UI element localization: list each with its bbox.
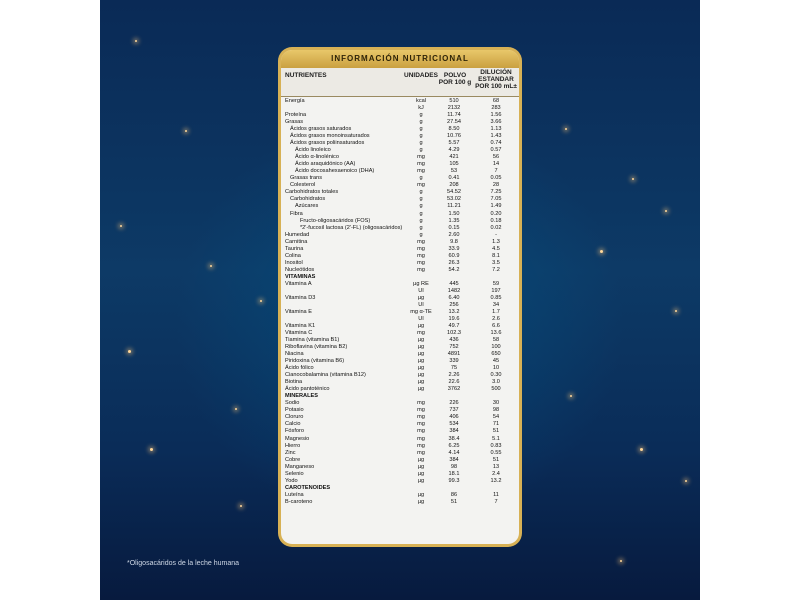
cell-dilucion: 1.43 xyxy=(490,133,502,140)
table-row xyxy=(281,407,519,414)
cell-unit: mg xyxy=(417,449,425,456)
cell-nutrient: Vitamina K1 xyxy=(285,323,316,329)
cell-dilucion: 56 xyxy=(492,154,500,161)
cell-polvo: 2132 xyxy=(447,105,461,112)
cell-polvo: 1.50 xyxy=(448,210,460,217)
cell-unit: mg xyxy=(417,168,425,175)
cell-unit: mg xyxy=(417,259,425,266)
cell-unit: mg xyxy=(417,245,425,252)
cell-dilucion: 13.2 xyxy=(490,477,502,484)
cell-nutrient: Ácido araquidónico (AA) xyxy=(295,161,356,168)
table-row xyxy=(281,182,519,189)
table-row xyxy=(281,112,519,119)
table-row xyxy=(281,436,519,443)
sparkle-dot xyxy=(210,265,212,267)
cell-polvo: 5.57 xyxy=(448,140,460,147)
cell-polvo: 0.41 xyxy=(448,175,460,182)
cell-polvo: 6.25 xyxy=(448,442,460,449)
cell-unit: mg xyxy=(417,435,425,442)
cell-nutrient: Ácidos grasos poliinsaturados xyxy=(290,140,365,147)
cell-unit: kJ xyxy=(418,105,424,112)
cell-unit: µg xyxy=(417,358,425,365)
cell-dilucion: 13.6 xyxy=(490,330,502,337)
cell-unit: mg xyxy=(417,330,425,337)
cell-dilucion: 6.6 xyxy=(492,323,500,329)
cell-dilucion: 28 xyxy=(492,182,500,189)
cell-polvo: 436 xyxy=(449,337,459,344)
cell-dilucion: 0.74 xyxy=(490,140,502,147)
cell-nutrient: Ácido fólico xyxy=(285,365,314,372)
cell-polvo: 53 xyxy=(450,168,458,175)
cell-unit: µg xyxy=(417,323,425,329)
cell-nutrient: Calcio xyxy=(285,421,301,428)
cell-nutrient: Hierro xyxy=(285,442,301,449)
cell-nutrient: Ácido docosahexaenoico (DHA) xyxy=(295,168,375,175)
cell-dilucion: 7.2 xyxy=(492,266,500,273)
cell-unit: g xyxy=(419,140,423,147)
cell-unit: µg xyxy=(417,351,425,358)
cell-unit: µg xyxy=(417,456,425,463)
cell-polvo: 208 xyxy=(449,182,459,189)
cell-dilucion: 30 xyxy=(492,400,500,407)
cell-dilucion: 8.1 xyxy=(492,252,500,259)
table-row xyxy=(281,478,519,485)
cell-dilucion: 7.25 xyxy=(490,189,502,196)
cell-polvo: 384 xyxy=(449,428,459,435)
sparkle-dot xyxy=(675,310,677,312)
cell-nutrient: *2'-fucosil lactosa (2'-FL) (oligosacáridos) xyxy=(300,224,403,231)
cell-unit: µg xyxy=(417,477,425,484)
cell-polvo: 6.40 xyxy=(448,294,460,301)
cell-dilucion: 51 xyxy=(492,456,500,463)
cell-unit: g xyxy=(419,224,423,231)
cell-polvo: 38.4 xyxy=(448,435,460,442)
cell-unit: g xyxy=(419,126,423,133)
table-row xyxy=(281,288,519,295)
cell-polvo: 256 xyxy=(449,301,459,308)
table-row xyxy=(281,344,519,351)
table-row xyxy=(281,302,519,309)
cell-nutrient: Riboflavina (vitamina B2) xyxy=(285,344,348,351)
cell-unit: g xyxy=(419,112,423,119)
cell-unit: g xyxy=(419,203,423,210)
sparkle-dot xyxy=(570,395,572,397)
cell-unit: mg xyxy=(417,421,425,428)
cell-polvo: 510 xyxy=(449,98,459,104)
cell-nutrient: Humedad xyxy=(285,231,310,238)
table-row xyxy=(281,175,519,182)
table-row xyxy=(281,337,519,344)
table-row xyxy=(281,330,519,337)
table-body xyxy=(281,97,519,506)
cell-polvo: 2.60 xyxy=(448,231,460,238)
cell-dilucion: 500 xyxy=(491,386,501,393)
cell-nutrient: Ácido pantoténico xyxy=(285,386,330,393)
cell-polvo: 339 xyxy=(449,358,459,365)
cell-dilucion: 1.56 xyxy=(490,112,502,119)
cell-dilucion: 59 xyxy=(492,280,500,287)
cell-unit: mg xyxy=(417,154,425,161)
cell-dilucion: 0.18 xyxy=(490,217,502,224)
cell-polvo: 18.1 xyxy=(448,470,460,477)
table-row xyxy=(281,203,519,210)
cell-nutrient: Tiamina (vitamina B1) xyxy=(285,337,340,344)
cell-polvo: 98 xyxy=(450,463,458,470)
footnote: *Oligosacáridos de la leche humana xyxy=(127,560,240,567)
table-row xyxy=(281,428,519,435)
table-row xyxy=(281,168,519,175)
cell-unit: µg xyxy=(417,379,425,386)
table-row xyxy=(281,253,519,260)
cell-dilucion: 0.05 xyxy=(490,175,502,182)
cell-nutrient: Energía xyxy=(285,98,305,104)
cell-polvo: 4.29 xyxy=(448,147,460,154)
cell-dilucion: 98 xyxy=(492,407,500,414)
table-row xyxy=(281,365,519,372)
table-row xyxy=(281,260,519,267)
cell-nutrient: Niacina xyxy=(285,351,304,358)
cell-nutrient: Luteína xyxy=(285,491,304,498)
cell-nutrient: Ácido linoleico xyxy=(295,147,331,154)
cell-nutrient: Yodo xyxy=(285,477,298,484)
cell-unit: mg xyxy=(417,161,425,168)
starry-background-panel xyxy=(100,0,700,600)
cell-nutrient: Fibra xyxy=(290,210,303,217)
cell-unit: µg xyxy=(417,344,425,351)
section-heading xyxy=(281,485,519,492)
sparkle-dot xyxy=(665,210,667,212)
cell-dilucion: 1.7 xyxy=(492,308,500,315)
cell-polvo: 22.6 xyxy=(448,379,460,386)
cell-polvo: 13.2 xyxy=(448,308,460,315)
cell-nutrient: Grasas trans xyxy=(290,175,323,182)
cell-dilucion: 51 xyxy=(492,428,500,435)
cell-dilucion: 11 xyxy=(493,491,499,498)
cell-nutrient: Cianocobalamina (vitamina B12) xyxy=(285,372,366,379)
table-row xyxy=(281,246,519,253)
cell-polvo: 384 xyxy=(449,456,459,463)
cell-unit: µg xyxy=(417,491,425,498)
cell-unit: mg xyxy=(417,400,425,407)
cell-polvo: 105 xyxy=(449,161,459,168)
cell-polvo: 4.14 xyxy=(448,449,460,456)
cell-unit: µg xyxy=(417,463,425,470)
cell-polvo: 1.35 xyxy=(448,217,460,224)
cell-nutrient: Proteína xyxy=(285,112,307,119)
cell-unit: mg xyxy=(417,266,425,273)
cell-dilucion: 5.1 xyxy=(492,435,500,442)
cell-dilucion: 283 xyxy=(491,105,501,112)
cell-polvo: 51 xyxy=(450,498,458,505)
cell-unit: g xyxy=(419,231,423,238)
cell-dilucion: 0.55 xyxy=(490,449,502,456)
cell-polvo: 54.52 xyxy=(447,189,461,196)
table-row xyxy=(281,499,519,506)
table-row xyxy=(281,421,519,428)
table-row xyxy=(281,189,519,196)
cell-dilucion: 650 xyxy=(491,351,501,358)
cell-polvo: 534 xyxy=(449,421,459,428)
nutrition-facts-card xyxy=(278,47,522,547)
cell-dilucion: 0.83 xyxy=(490,442,502,449)
cell-nutrient: Colina xyxy=(285,252,301,259)
cell-unit: UI xyxy=(418,315,424,322)
table-row xyxy=(281,218,519,225)
cell-polvo: 75 xyxy=(450,365,458,372)
cell-dilucion: 197 xyxy=(491,287,501,294)
table-row xyxy=(281,225,519,232)
cell-nutrient: Sodio xyxy=(285,400,300,407)
table-row xyxy=(281,464,519,471)
cell-polvo: 406 xyxy=(449,414,459,421)
cell-dilucion: 3.5 xyxy=(492,259,500,266)
cell-nutrient: Zinc xyxy=(285,449,296,456)
cell-polvo: 0.15 xyxy=(448,224,460,231)
cell-nutrient: Manganeso xyxy=(285,463,315,470)
cell-polvo: 33.9 xyxy=(448,245,460,252)
cell-dilucion: 54 xyxy=(492,414,500,421)
cell-polvo: 53.02 xyxy=(447,196,461,203)
cell-unit: µg xyxy=(417,372,425,379)
cell-polvo: 99.3 xyxy=(448,477,460,484)
cell-nutrient: Colesterol xyxy=(290,182,316,189)
nutrition-facts-table xyxy=(281,50,519,544)
cell-polvo: 752 xyxy=(449,344,459,351)
cell-dilucion: 2.4 xyxy=(492,470,500,477)
table-row xyxy=(281,105,519,112)
cell-unit: g xyxy=(419,189,423,196)
cell-dilucion: 100 xyxy=(491,344,501,351)
sparkle-dot xyxy=(565,128,567,130)
cell-nutrient: Selenio xyxy=(285,470,304,477)
cell-dilucion: - xyxy=(495,231,497,238)
table-title: INFORMACIÓN NUTRICIONAL xyxy=(281,50,519,68)
cell-unit: µg xyxy=(417,470,425,477)
cell-dilucion: 45 xyxy=(492,358,500,365)
header-dilucion: DILUCIÓN ESTANDAR POR 100 mL± xyxy=(475,69,517,90)
section-heading xyxy=(281,274,519,281)
cell-nutrient: Inositol xyxy=(285,259,303,266)
table-row xyxy=(281,232,519,239)
cell-polvo: 27.54 xyxy=(447,119,461,126)
cell-polvo: 4891 xyxy=(447,351,461,358)
cell-unit: UI xyxy=(418,287,424,294)
table-row xyxy=(281,295,519,302)
cell-unit: µg xyxy=(417,365,425,372)
cell-polvo: 49.7 xyxy=(448,323,460,329)
sparkle-dot xyxy=(640,448,643,451)
cell-nutrient: Potasio xyxy=(285,407,304,414)
cell-unit: kcal xyxy=(416,98,426,104)
cell-dilucion: 7 xyxy=(494,168,498,175)
cell-polvo: 2.26 xyxy=(448,372,460,379)
cell-polvo: 737 xyxy=(449,407,459,414)
sparkle-dot xyxy=(185,130,187,132)
cell-nutrient: VITAMINAS xyxy=(285,273,316,280)
cell-nutrient: Piridoxina (vitamina B6) xyxy=(285,358,345,365)
header-unidades: UNIDADES xyxy=(404,72,438,79)
cell-unit: g xyxy=(419,147,423,154)
cell-nutrient: Carbohidratos totales xyxy=(285,189,339,196)
table-row xyxy=(281,98,519,105)
cell-unit: g xyxy=(419,217,423,224)
cell-unit: g xyxy=(419,133,423,140)
cell-unit: mg xyxy=(417,407,425,414)
cell-dilucion: 3.0 xyxy=(492,379,500,386)
table-row xyxy=(281,400,519,407)
cell-polvo: 10.76 xyxy=(447,133,461,140)
cell-polvo: 421 xyxy=(449,154,459,161)
cell-nutrient: Vitamina D3 xyxy=(285,294,316,301)
cell-unit: µg xyxy=(417,337,425,344)
cell-polvo: 9.8 xyxy=(450,238,458,245)
header-nutrientes: NUTRIENTES xyxy=(285,72,327,79)
cell-dilucion: 0.02 xyxy=(490,224,502,231)
cell-dilucion: 0.20 xyxy=(490,210,502,217)
cell-polvo: 60.9 xyxy=(448,252,460,259)
cell-polvo: 11.21 xyxy=(447,203,461,210)
cell-nutrient: Ácido α-linolénico xyxy=(295,154,339,161)
sparkle-dot xyxy=(240,505,242,507)
table-row xyxy=(281,492,519,499)
cell-nutrient: Ácidos grasos monoinsaturados xyxy=(290,133,370,140)
cell-nutrient: CAROTENOIDES xyxy=(285,484,331,491)
sparkle-dot xyxy=(235,408,237,410)
cell-polvo: 3762 xyxy=(447,386,461,393)
cell-unit: mg xyxy=(417,442,425,449)
table-row xyxy=(281,358,519,365)
cell-unit: g xyxy=(419,175,423,182)
cell-unit: mg xyxy=(417,428,425,435)
cell-nutrient: Azúcares xyxy=(295,203,319,210)
table-row xyxy=(281,239,519,246)
cell-nutrient: Vitamina A xyxy=(285,280,312,287)
table-row xyxy=(281,457,519,464)
table-row xyxy=(281,309,519,316)
table-row xyxy=(281,211,519,218)
table-row xyxy=(281,316,519,323)
cell-nutrient: B-caroteno xyxy=(285,498,313,505)
cell-unit: µg xyxy=(417,498,425,505)
cell-dilucion: 1.49 xyxy=(490,203,502,210)
cell-dilucion: 0.30 xyxy=(490,372,502,379)
cell-nutrient: Grasas xyxy=(285,119,304,126)
cell-nutrient: Cloruro xyxy=(285,414,304,421)
sparkle-dot xyxy=(135,40,137,42)
cell-dilucion: 1.3 xyxy=(492,238,500,245)
cell-polvo: 226 xyxy=(449,400,459,407)
cell-nutrient: Magnesio xyxy=(285,435,310,442)
table-row xyxy=(281,443,519,450)
sparkle-dot xyxy=(632,178,634,180)
cell-unit: mg xyxy=(417,182,425,189)
section-heading xyxy=(281,393,519,400)
cell-polvo: 54.2 xyxy=(448,266,460,273)
table-row xyxy=(281,372,519,379)
cell-nutrient: Vitamina E xyxy=(285,308,312,315)
sparkle-dot xyxy=(120,225,122,227)
cell-unit: g xyxy=(419,119,423,126)
sparkle-dot xyxy=(150,448,153,451)
cell-dilucion: 7.05 xyxy=(490,196,502,203)
cell-dilucion: 10 xyxy=(492,365,500,372)
cell-dilucion: 34 xyxy=(492,301,500,308)
sparkle-dot xyxy=(685,480,687,482)
cell-nutrient: Carnitina xyxy=(285,238,308,245)
header-polvo: POLVO POR 100 g xyxy=(438,72,472,86)
cell-polvo: 11.74 xyxy=(447,112,461,119)
sparkle-dot xyxy=(620,560,622,562)
cell-polvo: 86 xyxy=(450,491,458,498)
cell-nutrient: Taurina xyxy=(285,245,304,252)
cell-nutrient: Cobre xyxy=(285,456,301,463)
cell-nutrient: MINERALES xyxy=(285,393,318,400)
cell-dilucion: 0.57 xyxy=(490,147,502,154)
cell-dilucion: 58 xyxy=(492,337,500,344)
cell-polvo: 445 xyxy=(449,280,459,287)
cell-dilucion: 1.13 xyxy=(490,126,502,133)
sparkle-dot xyxy=(260,300,262,302)
cell-unit: mg xyxy=(417,414,425,421)
cell-nutrient: Biotina xyxy=(285,379,303,386)
cell-unit: g xyxy=(419,196,423,203)
cell-unit: mg α-TE xyxy=(410,308,432,315)
cell-nutrient: Carbohidratos xyxy=(290,196,326,203)
cell-unit: mg xyxy=(417,252,425,259)
cell-unit: mg xyxy=(417,238,425,245)
cell-nutrient: Fructo-oligosacáridos (FOS) xyxy=(300,217,371,224)
sparkle-dot xyxy=(600,250,603,253)
table-row xyxy=(281,414,519,421)
cell-dilucion: 3.66 xyxy=(490,119,502,126)
table-row xyxy=(281,450,519,457)
cell-polvo: 26.3 xyxy=(448,259,460,266)
cell-dilucion: 7 xyxy=(494,498,498,505)
cell-nutrient: Fósforo xyxy=(285,428,304,435)
cell-dilucion: 71 xyxy=(492,421,500,428)
cell-unit: g xyxy=(419,210,423,217)
cell-nutrient: Vitamina C xyxy=(285,330,313,337)
table-row xyxy=(281,386,519,393)
table-header-row xyxy=(281,68,519,97)
cell-dilucion: 13 xyxy=(492,463,500,470)
table-row xyxy=(281,267,519,274)
table-row xyxy=(281,323,519,330)
cell-unit: UI xyxy=(418,301,424,308)
cell-polvo: 1482 xyxy=(447,287,461,294)
cell-nutrient: Ácidos grasos saturados xyxy=(290,126,352,133)
table-row xyxy=(281,471,519,478)
cell-polvo: 19.6 xyxy=(448,315,460,322)
cell-unit: µg RE xyxy=(413,280,429,287)
cell-dilucion: 0.85 xyxy=(490,294,502,301)
table-row xyxy=(281,351,519,358)
sparkle-dot xyxy=(128,350,131,353)
cell-nutrient: Nucleótidos xyxy=(285,266,315,273)
cell-unit: µg xyxy=(417,386,425,393)
cell-polvo: 8.50 xyxy=(448,126,460,133)
cell-polvo: 102.3 xyxy=(447,330,461,337)
cell-dilucion: 2.6 xyxy=(492,315,500,322)
table-row xyxy=(281,196,519,203)
cell-dilucion: 4.5 xyxy=(492,245,500,252)
cell-unit: µg xyxy=(417,294,425,301)
cell-dilucion: 68 xyxy=(492,98,500,104)
table-row xyxy=(281,281,519,288)
cell-dilucion: 14 xyxy=(492,161,500,168)
